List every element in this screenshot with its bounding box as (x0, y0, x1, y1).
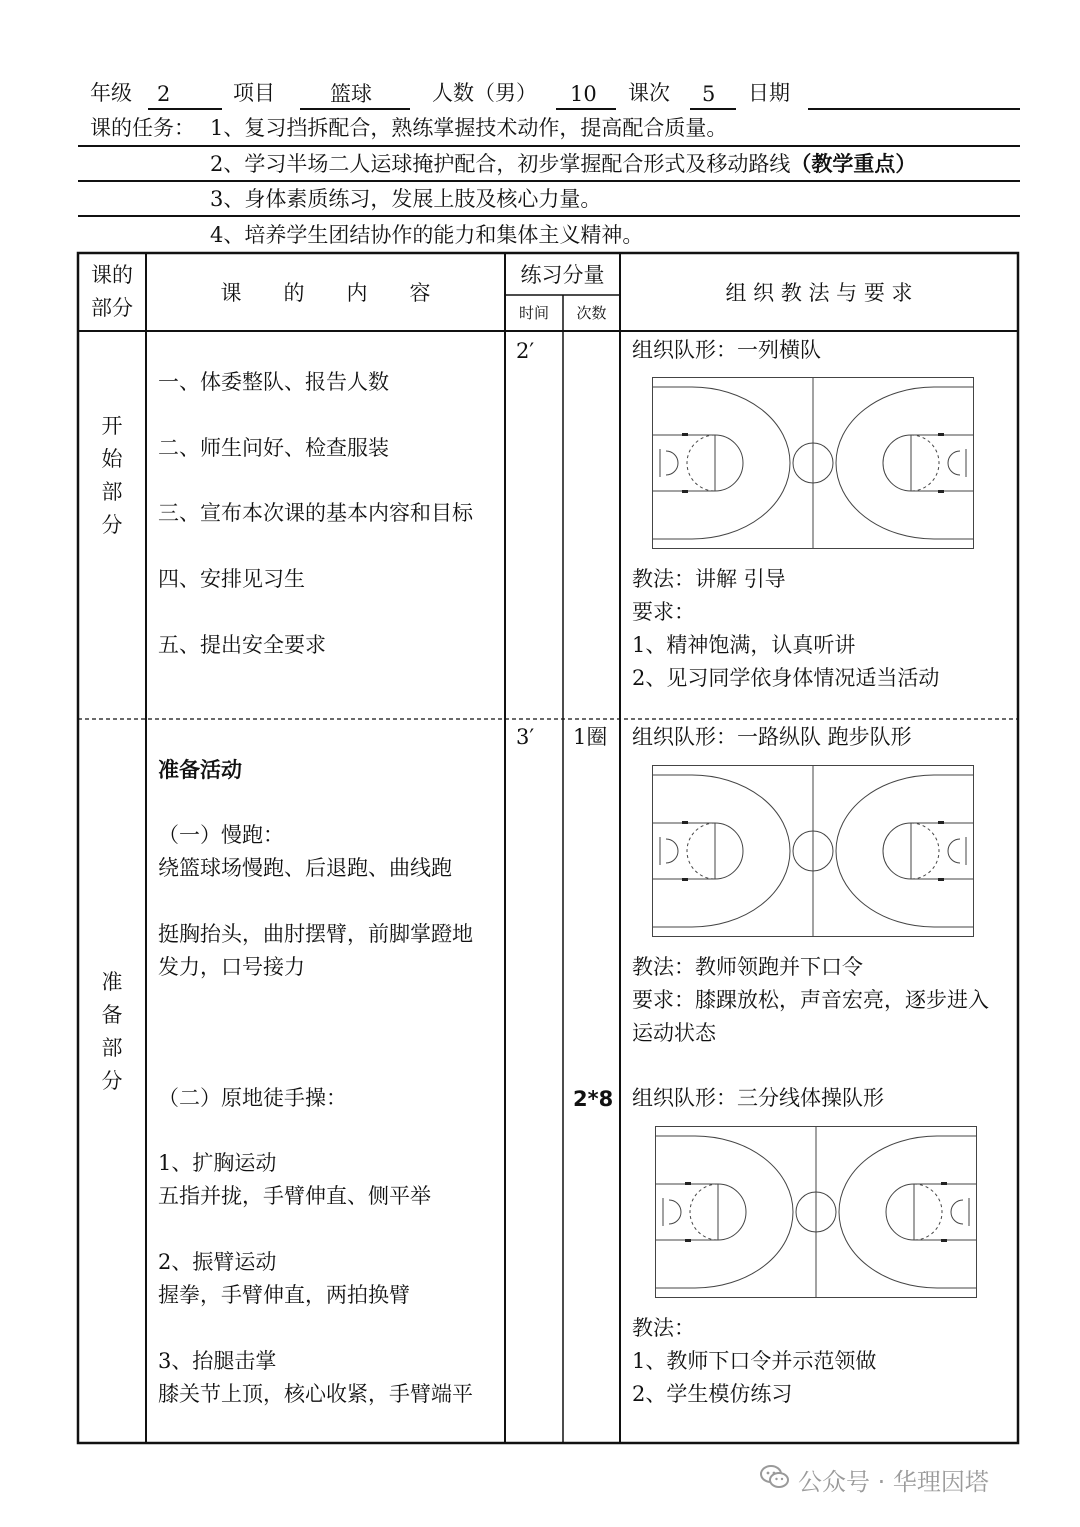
part-char: 备 (101, 1003, 123, 1027)
prep-reps-2: 2*8 (573, 1087, 614, 1111)
basketball-court-icon (652, 765, 974, 937)
part-header-line2: 部分 (91, 296, 133, 320)
start-req-label: 要求： (632, 600, 695, 624)
start-formation: 组织队形：一列横队 (632, 338, 821, 362)
part-char: 分 (101, 1069, 123, 1093)
part-char: 始 (101, 447, 123, 471)
prep-jog-line: 挺胸抬头，曲肘摆臂，前脚掌蹬地 (158, 922, 473, 946)
start-content-item: 三、宣布本次课的基本内容和目标 (158, 501, 473, 525)
prep-formation-2: 组织队形：三分线体操队形 (632, 1086, 884, 1110)
tasks-label: 课的任务： (90, 116, 195, 140)
prep-jog-line: 绕篮球场慢跑、后退跑、曲线跑 (158, 856, 452, 880)
start-req-2: 2、见习同学依身体情况适当活动 (632, 666, 940, 690)
prep-method-1: 教法：教师领跑并下口令 (632, 955, 863, 979)
start-part-label (92, 410, 132, 542)
prep-ex-item: 3、抬腿击掌 (158, 1349, 277, 1373)
project-label: 项目 (233, 81, 275, 105)
reps-header: 次数 (576, 304, 607, 322)
start-content-item: 一、体委整队、报告人数 (158, 370, 389, 394)
grade-value: 2 (157, 82, 171, 106)
start-req-1: 1、精神饱满，认真听讲 (632, 633, 856, 657)
part-char: 准 (101, 970, 123, 994)
court-diagram (652, 377, 974, 553)
project-value: 篮球 (330, 82, 372, 106)
task-2: 2、学习半场二人运球掩护配合，初步掌握配合形式及移动路线（教学重点） (210, 152, 917, 176)
prep-req-1a: 要求：膝踝放松，声音宏亮，逐步进入 (632, 988, 989, 1012)
load-header: 练习分量 (520, 263, 605, 287)
time-header: 时间 (518, 304, 549, 322)
start-time: 2′ (516, 339, 535, 363)
content-header: 课 的 内 容 (220, 281, 431, 305)
part-char: 部 (101, 480, 123, 504)
prep-method-2-label: 教法： (632, 1316, 695, 1340)
part-header-line1: 课的 (91, 263, 133, 287)
prep-reps-1: 1圈 (573, 725, 608, 749)
start-content-item: 二、师生问好、检查服装 (158, 436, 389, 460)
task-1: 1、复习挡拆配合，熟练掌握技术动作，提高配合质量。 (210, 116, 728, 140)
prep-formation-1: 组织队形：一路纵队 跑步队形 (632, 725, 912, 749)
prep-method-2-1: 1、教师下口令并示范领做 (632, 1349, 877, 1373)
start-content-item: 四、安排见习生 (158, 567, 305, 591)
wechat-icon (760, 1464, 790, 1490)
date-label: 日期 (748, 81, 790, 105)
watermark-text: 公众号 · 华理因塔 (798, 1468, 989, 1496)
prep-ex-desc: 握拳，手臂伸直，两拍换臂 (158, 1283, 410, 1307)
count-value: 10 (570, 82, 597, 106)
prep-req-1b: 运动状态 (632, 1021, 716, 1045)
basketball-court-icon (652, 377, 974, 549)
lesson-value: 5 (702, 82, 716, 106)
part-char: 部 (101, 1036, 123, 1060)
court-diagram (655, 1126, 977, 1302)
prep-jog-line: 发力，口号接力 (158, 955, 305, 979)
grade-label: 年级 (90, 81, 132, 105)
task-4: 4、培养学生团结协作的能力和集体主义精神。 (210, 223, 644, 247)
part-char: 分 (101, 513, 123, 537)
prep-ex-item: 2、振臂运动 (158, 1250, 277, 1274)
task-2-emphasis: （教学重点） (790, 152, 917, 176)
part-char: 开 (101, 414, 123, 438)
prep-ex-item: 1、扩胸运动 (158, 1151, 277, 1175)
prep-part-label (92, 966, 132, 1098)
start-content-item: 五、提出安全要求 (158, 633, 326, 657)
prep-ex-desc: 五指并拢，手臂伸直、侧平举 (158, 1184, 431, 1208)
prep-ex-title: （二）原地徒手操： (158, 1086, 347, 1110)
court-diagram (652, 765, 974, 941)
prep-method-2-2: 2、学生模仿练习 (632, 1382, 793, 1406)
count-label: 人数（男） (432, 81, 537, 105)
basketball-court-icon (655, 1126, 977, 1298)
prep-jog-title: （一）慢跑： (158, 823, 284, 847)
prep-ex-desc: 膝关节上顶，核心收紧，手臂端平 (158, 1382, 473, 1406)
task-3: 3、身体素质练习，发展上肢及核心力量。 (210, 187, 602, 211)
method-header: 组 织 教 法 与 要 求 (725, 281, 913, 305)
start-method: 教法：讲解 引导 (632, 567, 786, 591)
prep-time: 3′ (516, 725, 535, 749)
prep-title: 准备活动 (158, 758, 242, 782)
lesson-label: 课次 (628, 81, 670, 105)
